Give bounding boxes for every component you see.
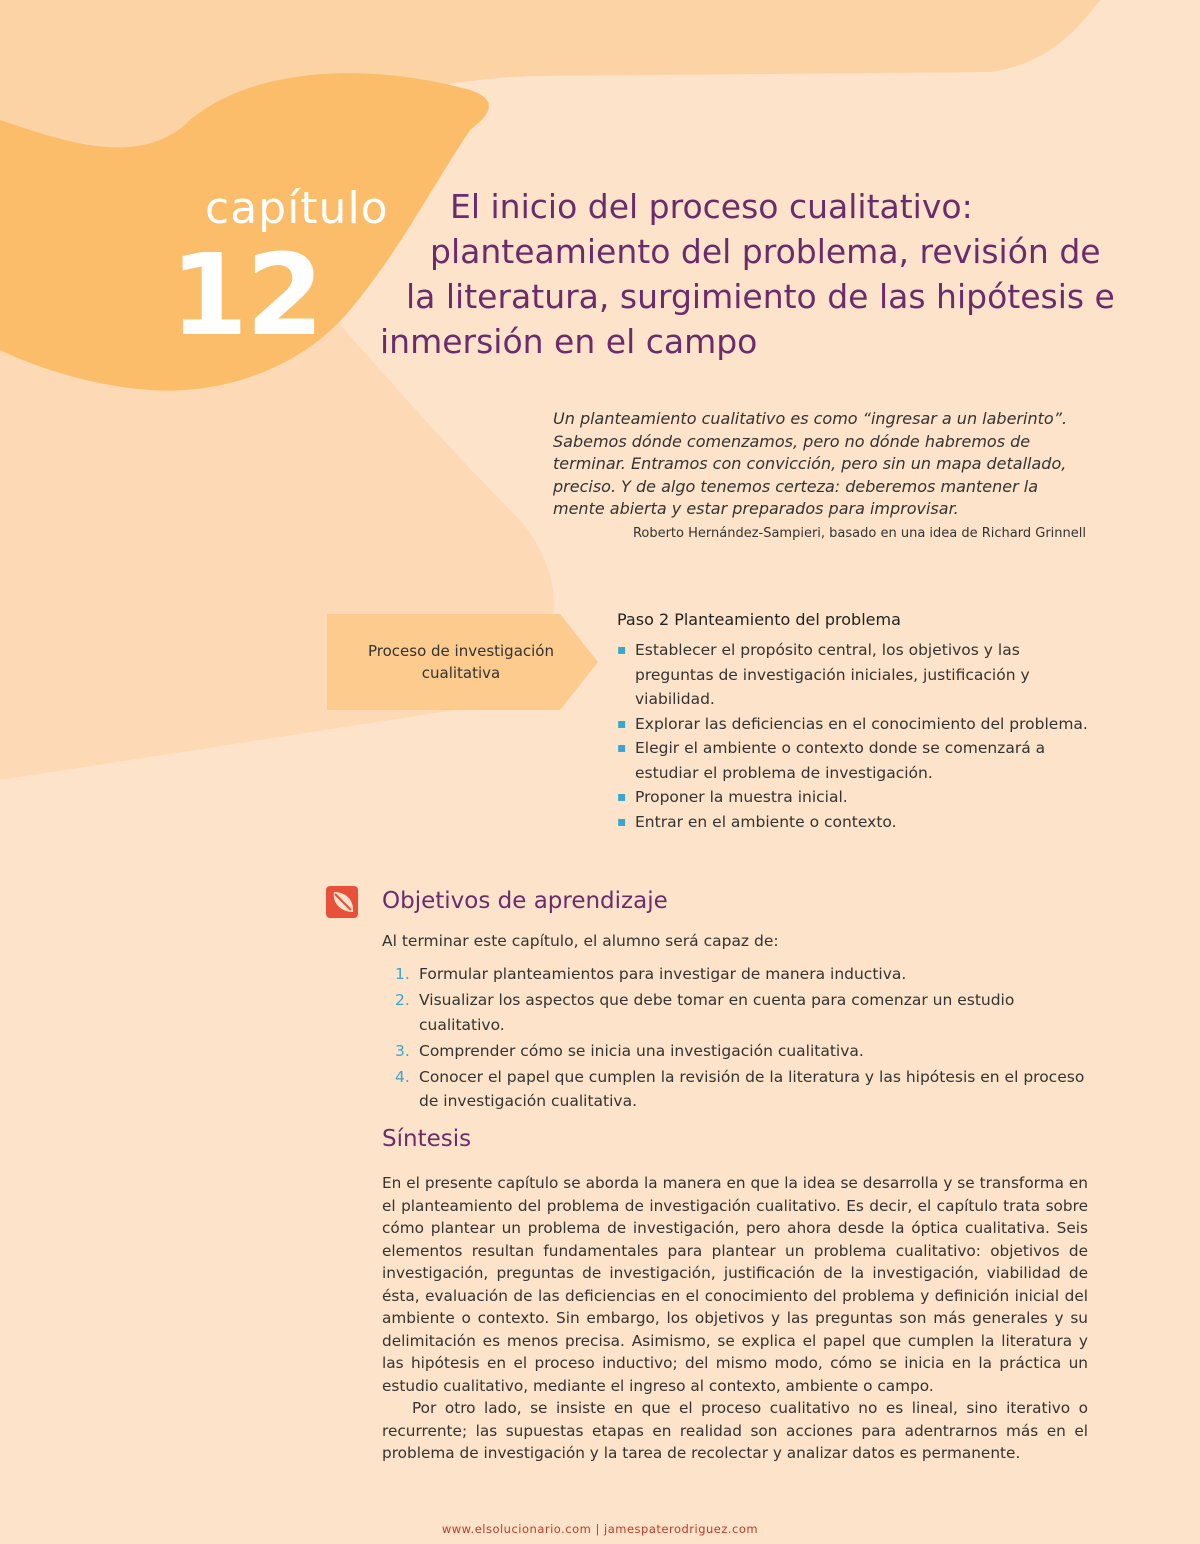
step-title: Paso 2 Planteamiento del problema bbox=[617, 610, 901, 629]
chapter-title-line-1: El inicio del proceso cualitativo: bbox=[450, 187, 973, 226]
bullet-icon: ▪ bbox=[617, 715, 627, 732]
objective-item: 2. Visualizar los aspectos que debe tomar en cuenta para comenzar un estudio cualitativo. bbox=[395, 988, 1095, 1037]
bullet-icon: ▪ bbox=[617, 789, 627, 805]
chapter-number: 12 bbox=[170, 231, 322, 361]
objective-number: 2. bbox=[395, 991, 410, 1009]
objective-number: 1. bbox=[395, 965, 410, 983]
objectives-list bbox=[395, 962, 1095, 1115]
synthesis-body bbox=[382, 1172, 1088, 1465]
synthesis-paragraph: En el presente capítulo se aborda la manera en que la idea se desarrolla y se transforma en el planteamiento del problema de investigación cualitativo. Es decir, el capítulo trata sobre cómo plantear un problema de investigación, pero ahora desde la óptica cualitativa. Seis elementos resultan fundamentales para plantear un problema cualitativo: objetivos de investigación, preguntas de investigación, justificación de la investigación, viabilidad de ésta, evaluación de las deficiencias en el conocimiento del problema y definición inicial del ambiente o contexto. Sin embargo, los objetivos y las preguntas son más generales y su delimitación es menos precisa. Asimismo, se explica el papel que cumplen la literatura y las hipótesis en el proceso inductivo; del mismo modo, cómo se inicia en la práctica un estudio cualitativo, mediante el ingreso al contexto, ambiente o campo. bbox=[382, 1174, 1088, 1395]
step-item: ▪ Establecer el propósito central, los objetivos y las preguntas de investigación iniciales, justificación y viabilidad. bbox=[617, 638, 1092, 712]
step-list bbox=[617, 638, 1092, 834]
chapter-title-line-2: planteamiento del problema, revisión de bbox=[430, 232, 1101, 271]
objective-number: 3. bbox=[395, 1041, 410, 1060]
epigraph-text: Un planteamiento cualitativo es como “ingresar a un laberinto”. Sabemos dónde comenzamos, pero no dónde habremos de terminar. Entramos con convicción, pero sin un mapa detallado, preciso. Y de algo tenemos certeza: deberemos mantener la mente abierta y estar preparados para improvisar. bbox=[553, 409, 1068, 518]
process-box-line-2: cualitativa bbox=[421, 664, 501, 682]
objectives-intro: Al terminar este capítulo, el alumno será capaz de: bbox=[382, 932, 779, 950]
bullet-icon: ▪ bbox=[617, 740, 627, 756]
step-item: ▪ Entrar en el ambiente o contexto. bbox=[617, 810, 1092, 835]
step-item: ▪ Elegir el ambiente o contexto donde se comenzará a estudiar el problema de investigación. bbox=[617, 736, 1092, 785]
bullet-icon: ▪ bbox=[617, 813, 627, 830]
bullet-icon: ▪ bbox=[617, 642, 627, 658]
step-item: ▪ Explorar las deficiencias en el conocimiento del problema. bbox=[617, 712, 1092, 737]
process-box-text bbox=[327, 640, 595, 684]
footer-watermark: www.elsolucionario.com | jamespaterodriguez.com bbox=[441, 1522, 759, 1536]
objective-number: 4. bbox=[395, 1067, 410, 1086]
chapter-title-line-4: inmersión en el campo bbox=[380, 322, 758, 361]
objectives-icon bbox=[326, 886, 358, 918]
objectives-heading: Objetivos de aprendizaje bbox=[382, 888, 668, 914]
chapter-title-line-3: la literatura, surgimiento de las hipótesis e bbox=[406, 277, 1115, 316]
epigraph-author: Roberto Hernández-Sampieri, basado en una idea de Richard Grinnell bbox=[632, 526, 1086, 541]
process-box bbox=[327, 614, 597, 710]
objective-item: 3. Comprender cómo se inicia una investigación cualitativa. bbox=[395, 1039, 1095, 1064]
objective-item: 1. Formular planteamientos para investigar de manera inductiva. bbox=[395, 962, 1095, 987]
synthesis-heading: Síntesis bbox=[382, 1126, 472, 1152]
objective-item: 4. Conocer el papel que cumplen la revisión de la literatura y las hipótesis en el proceso de investigación cualitativa. bbox=[395, 1065, 1095, 1114]
step-item: ▪ Proponer la muestra inicial. bbox=[617, 785, 1092, 810]
process-box-line-1: Proceso de investigación bbox=[367, 642, 554, 660]
chapter-label: capítulo bbox=[205, 183, 389, 234]
synthesis-paragraph: Por otro lado, se insiste en que el proceso cualitativo no es lineal, sino iterativo o recurrente; las supuestas etapas en realidad son acciones para adentrarnos más en el problema de investigación y la tarea de recolectar y analizar datos es permanente. bbox=[382, 1399, 1088, 1462]
